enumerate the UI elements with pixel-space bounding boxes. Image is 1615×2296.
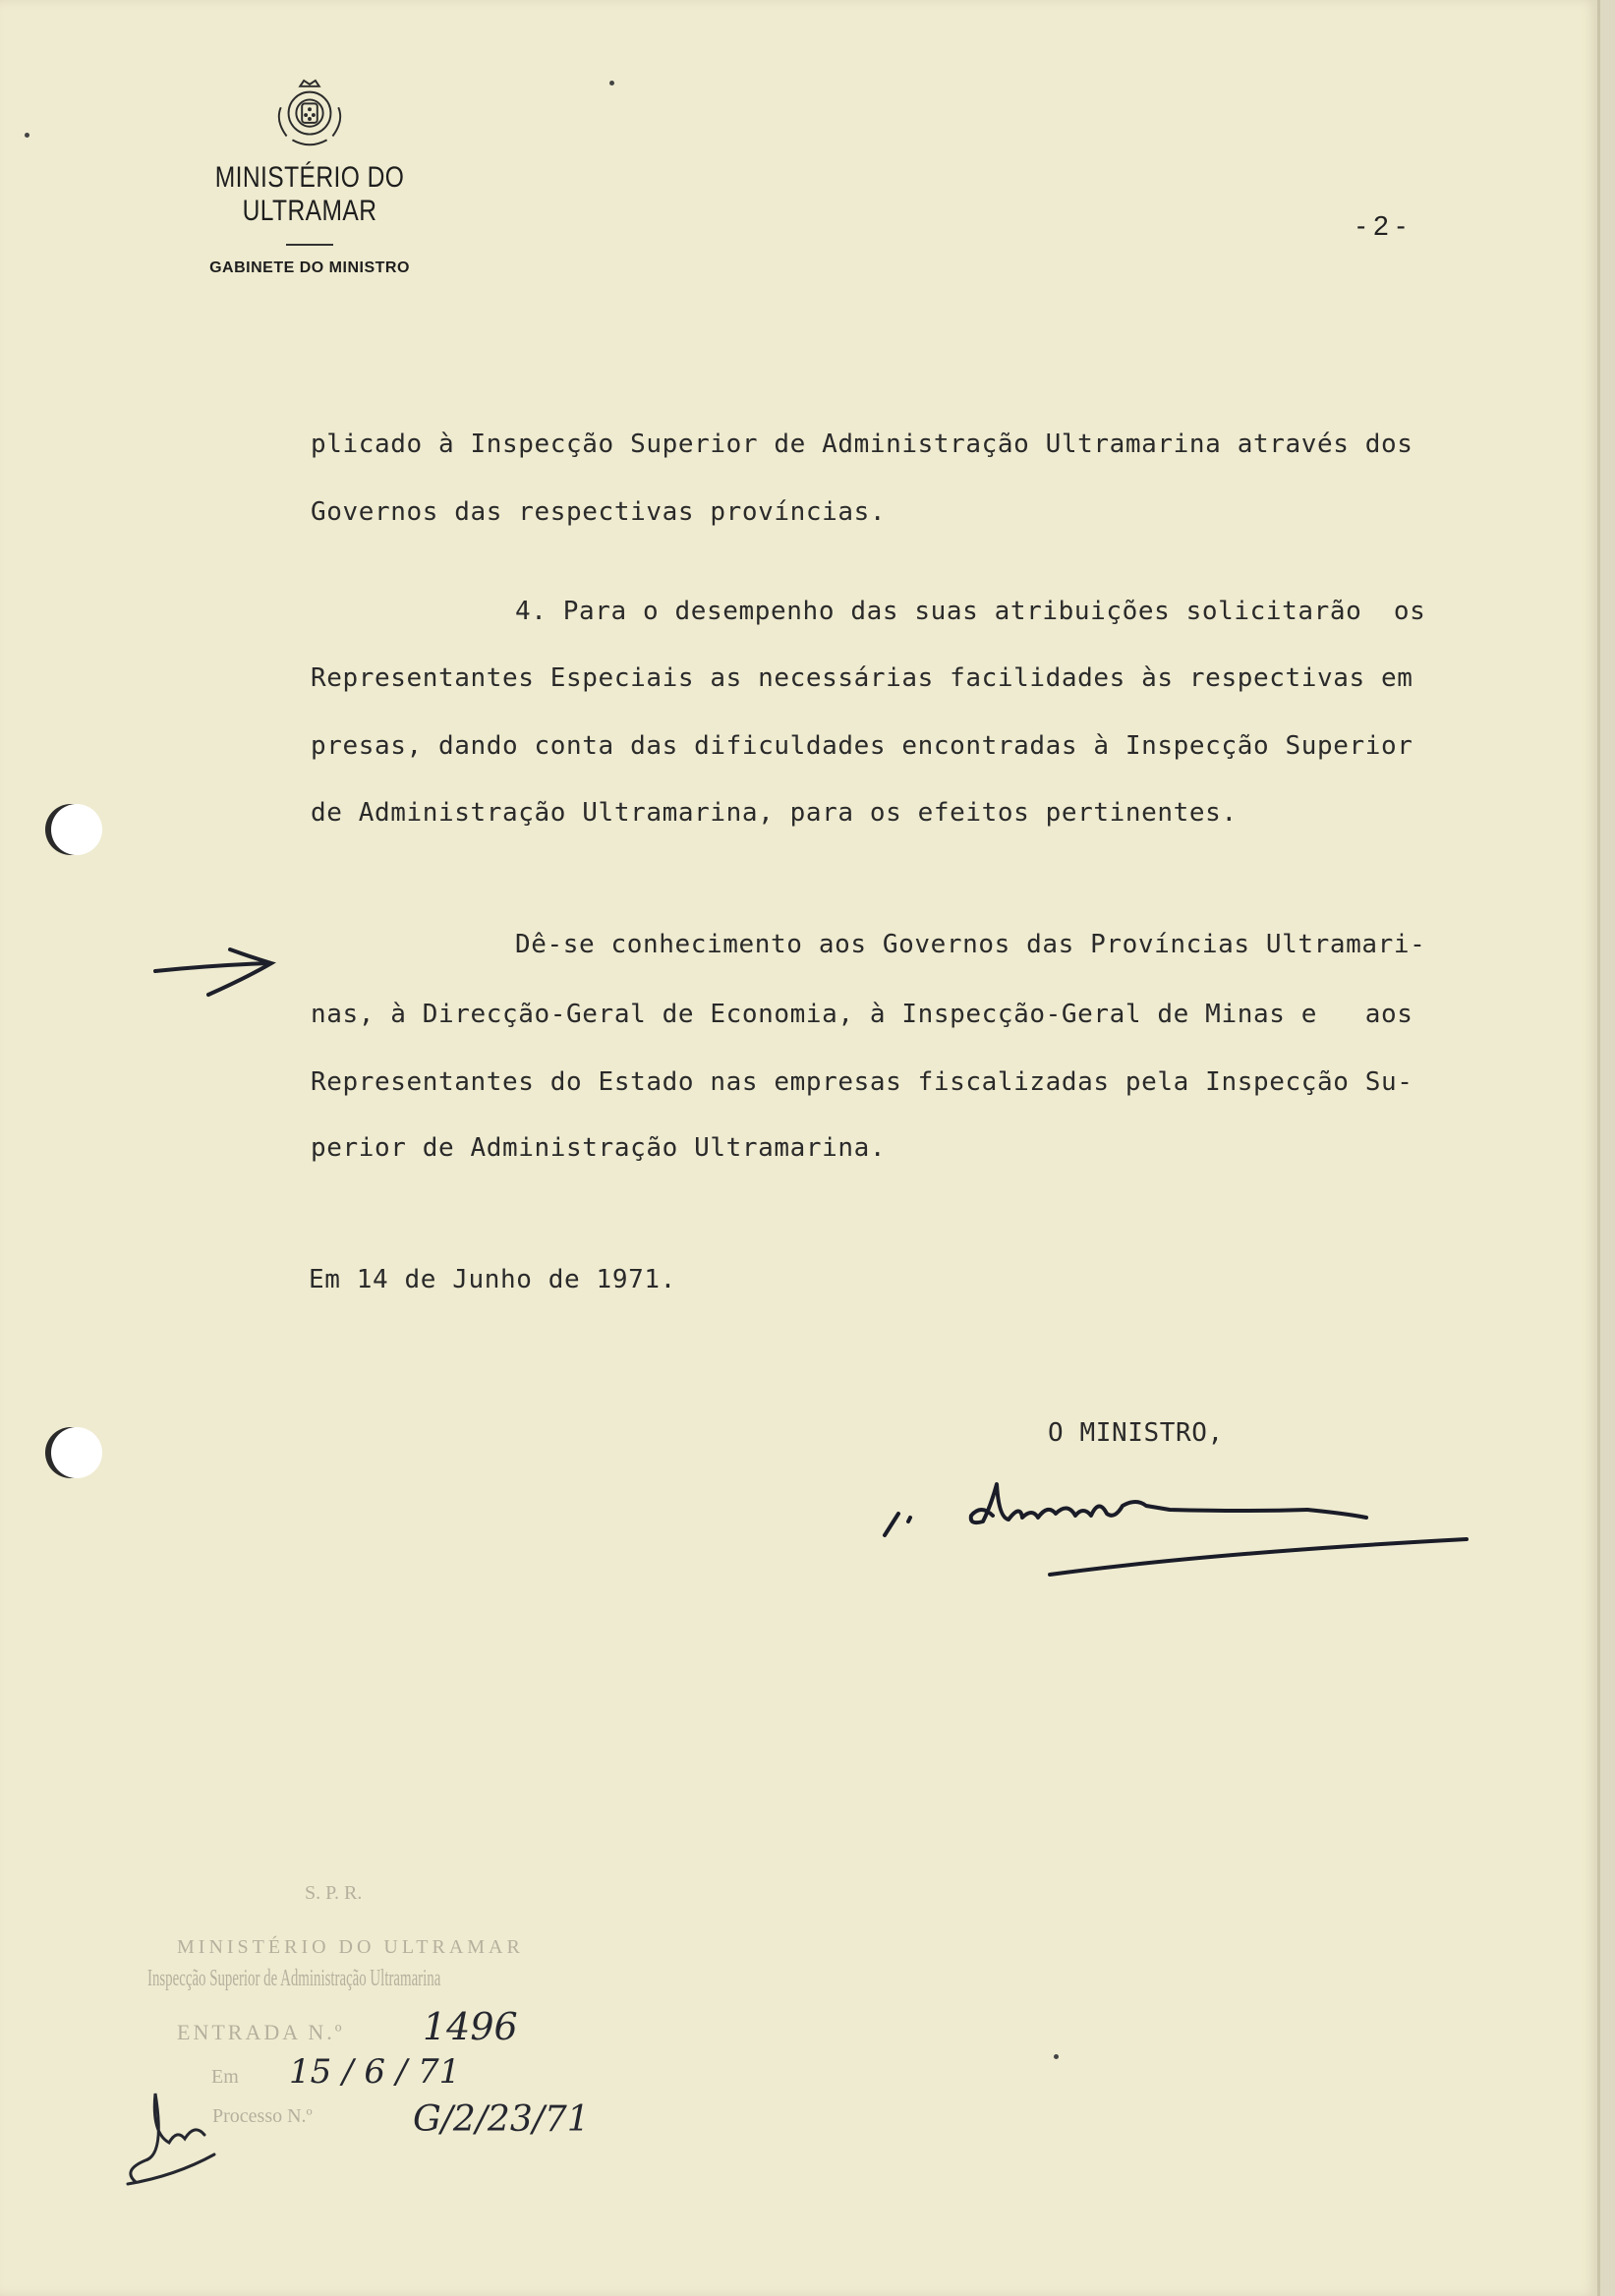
stamp-process-number: G/2/23/71 [413,2099,590,2140]
letterhead-divider [286,244,333,246]
stamp-date-value: 15 / 6 / 71 [289,2052,461,2092]
handwritten-signature [875,1445,1484,1592]
ministry-name: MINISTÉRIO DO ULTRAMAR [214,161,405,227]
body-line: Dê-se conhecimento aos Governos das Províncias Ultramari- [515,930,1426,959]
cabinet-name: GABINETE DO MINISTRO [209,259,410,276]
body-line: Representantes do Estado nas empresas fiscalizadas pela Inspecção Su- [311,1067,1413,1097]
body-line: nas, à Direcção-Geral de Economia, à Inspecção-Geral de Minas e aos [311,1000,1413,1029]
body-line: plicado à Inspecção Superior de Administração Ultramarina através dos [311,430,1413,459]
stamp-entry-label: ENTRADA N.º [177,2020,345,2044]
body-line: presas, dando conta das dificuldades encontradas à Inspecção Superior [311,731,1413,761]
date-line: Em 14 de Junho de 1971. [309,1265,676,1294]
stamp-date-label: Em [211,2066,239,2088]
closing-title: O MINISTRO, [1048,1418,1224,1448]
stamp-department: Inspecção Superior de Administração Ultramarina [147,1966,441,1991]
handwritten-arrow-icon [153,944,281,1003]
page-number: - 2 - [1356,210,1406,241]
body-line: Governos das respectivas províncias. [311,497,887,527]
stamp-process-label: Processo N.º [212,2105,313,2127]
coat-of-arms-icon [271,79,348,155]
punch-hole-bottom [51,1427,102,1478]
stamp-ministry: MINISTÉRIO DO ULTRAMAR [177,1936,524,1958]
stamp-entry-number: 1496 [423,2005,518,2048]
body-line: Representantes Especiais as necessárias facilidades às respectivas em [311,663,1413,693]
stamp-emblem: S. P. R. [305,1882,363,1904]
body-line: de Administração Ultramarina, para os efeitos pertinentes. [311,798,1238,828]
handwritten-initials [116,2074,224,2192]
body-line: perior de Administração Ultramarina. [311,1133,887,1163]
punch-hole-top [51,804,102,855]
body-line: 4. Para o desempenho das suas atribuições solicitarão os [515,597,1426,626]
letterhead [147,79,472,277]
